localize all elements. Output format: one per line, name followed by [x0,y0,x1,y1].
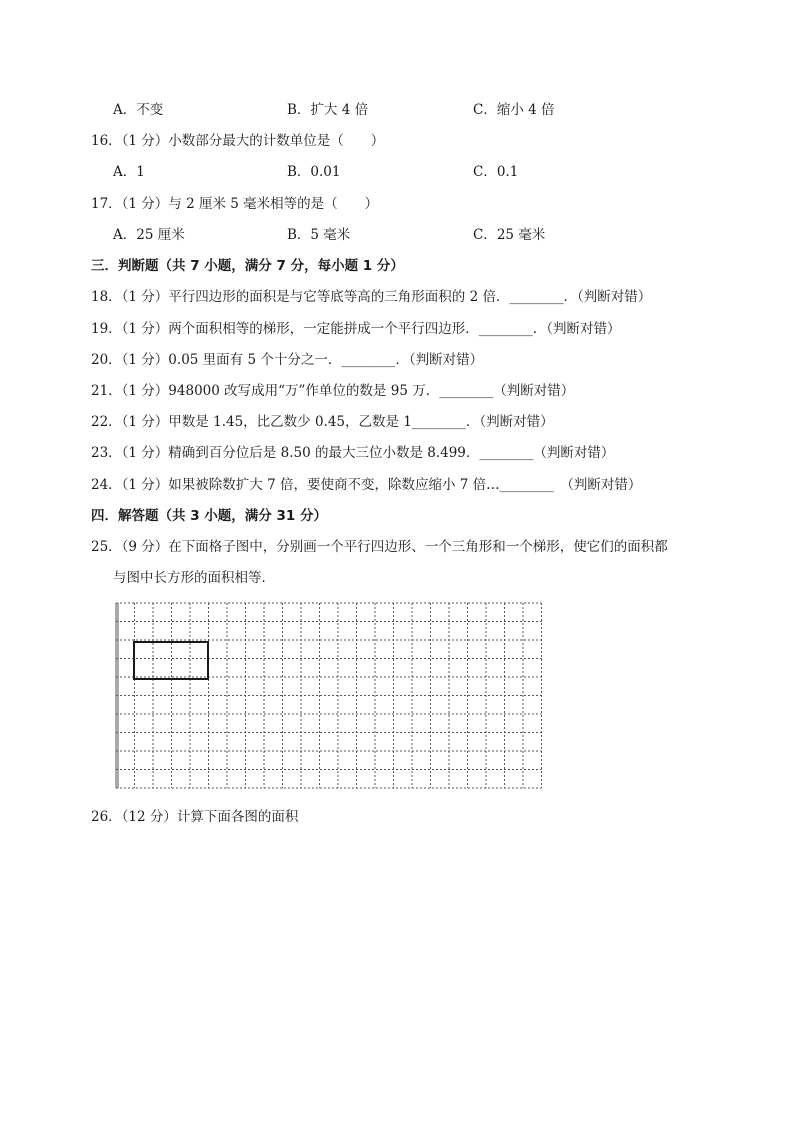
q15-option-c: C．缩小 4 倍 [473,102,555,118]
q17-option-c: C．25 毫米 [473,227,546,243]
q16-option-c: C．0.1 [473,164,519,180]
q15-option-a: A．不变 [113,102,164,118]
grid-lines [116,603,542,788]
q16-option-b: B．0.01 [287,164,341,180]
q25-stem-line1: 25．（9 分）在下面格子图中，分别画一个平行四边形、一个三角形和一个梯形，使它们的面积都 [91,539,668,555]
q20-statement: 20．（1 分）0.05 里面有 5 个十分之一．________．（判断对错） [91,352,484,368]
q24-statement: 24．（1 分）如果被除数扩大 7 倍，要使商不变，除数应缩小 7 倍…________ （判断对错） [91,477,642,493]
q18-statement: 18．（1 分）平行四边形的面积是与它等底等高的三角形面积的 2 倍．________．（判断对错） [91,289,652,305]
q19-statement: 19．（1 分）两个面积相等的梯形，一定能拼成一个平行四边形．________．（判断对错） [91,321,621,337]
q17-option-a: A．25 厘米 [113,227,185,243]
q16-option-a: A．1 [113,164,145,180]
grid-figure [113,601,553,795]
q23-statement: 23．（1 分）精确到百分位后是 8.50 的最大三位小数是 8.499．________（判断对错） [91,445,615,461]
q25-stem-line2: 与图中长方形的面积相等． [113,570,275,586]
q15-option-b: B．扩大 4 倍 [287,102,369,118]
q26-stem: 26．（12 分）计算下面各图的面积 [91,809,299,825]
q16-stem: 16．（1 分）小数部分最大的计数单位是（ ） [91,133,385,149]
q22-statement: 22．（1 分）甲数是 1.45，比乙数少 0.45，乙数是 1________．（判断对错） [91,414,554,430]
q17-stem: 17．（1 分）与 2 厘米 5 毫米相等的是（ ） [91,196,379,212]
q21-statement: 21．（1 分）948000 改写成用“万”作单位的数是 95 万．________（判断对错） [91,383,575,399]
section-3-heading: 三．判断题（共 7 小题，满分 7 分，每小题 1 分） [91,258,404,274]
q17-option-b: B．5 毫米 [287,227,351,243]
section-4-heading: 四．解答题（共 3 小题，满分 31 分） [91,508,327,524]
